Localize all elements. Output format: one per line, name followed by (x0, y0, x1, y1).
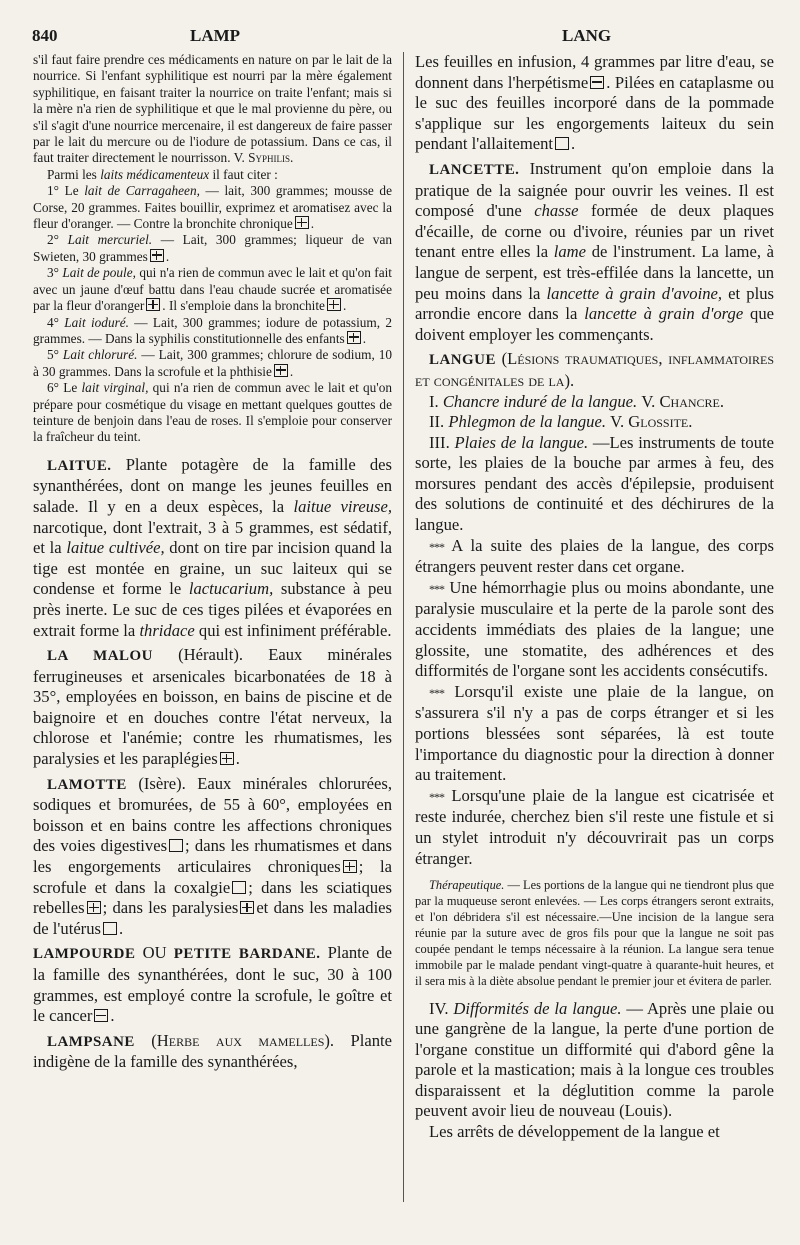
paragraph: s'il faut faire prendre ces médicaments en nature on par le lait de la nourrice. Si l'enfant syphilitique est nourri par la mère également syphilitique, en faisant traiter la nourrice on traite l'enfant; mais si la mère n'a rien de syphilitique et que le mal provienne du père, ou s'il s'agit d'une nourrice mercenaire, il est dangereux de faire passer par le lait du mercure ou de l'iodure de potassium. Dans ce cas, il faut traiter directement le nourrisson. V. Syphilis. (33, 52, 392, 166)
paragraph: *** Une hémorrhagie plus ou moins abondante, une paralysie musculaire et la perte de la parole sont des accidents immédiats des plaies de la langue; une glossite, une stomatite, des adhérences et des difformités de l'organe sont les accidents consécutifs. (415, 577, 774, 681)
asterism-icon: *** (429, 539, 444, 554)
entry-laitue: LAITUE. Plante potagère de la famille des synanthérées, dont on mange les jeunes feuilles en salade. Il y en a deux espèces, la laitue vireuse, narcotique, dont l'extrait, 3 à 5 grammes, est sédatif, et la laitue cultivée, dont on tire par incision quand la tige est montée en graine, un suc laiteux qui se condense et forme le lactucarium, substance à peu près inerte. Le suc de ces tiges pilées et évaporées en extrait forme la thridace qui est infiniment préférable. (33, 454, 392, 640)
column-divider (403, 52, 404, 1202)
empty-box-icon (232, 881, 246, 894)
right-column (415, 52, 774, 1143)
plus-box-icon (240, 901, 254, 914)
empty-box-icon (169, 839, 183, 852)
plus-box-icon (146, 298, 160, 311)
entry-headword: LAMPSANE (47, 1033, 135, 1050)
cross-reference: V. Chancre. (641, 391, 725, 411)
entry-la-malou: LA MALOU (Hérault). Eaux minérales ferrugineuses et arsenicales bicarbonatées de 18 à 35°, employées en boisson, en bains de piscine et de baignoire et en douches contre l'état nerveux, la chlorose et l'anémie; contre les rhumatismes, les paralysies et les paraplégies . (33, 645, 392, 769)
entry-headword: LAMPOURDE (33, 946, 136, 963)
subsection-ii: II. Phlegmon de la langue. V. Glossite. (429, 412, 693, 432)
list-item: 1° Le lait de Carragaheen, — lait, 300 grammes; mousse de Corse, 20 grammes. Faites bouillir, exprimez et aromatisez avec la fleur d'oranger. — Contre la bronchite chronique . (33, 183, 392, 232)
lait-section (33, 52, 392, 446)
list-item: 6° Le lait virginal, qui n'a rien de commun avec le lait et qu'on prépare pour cosmétique du visage en mettant quelques gouttes de teinture de benjoin dans l'eau de roses. Il s'emploie pour conserver la fraîcheur du teint. (33, 380, 392, 445)
paragraph: Parmi les laits médicamenteux il faut citer : (47, 166, 278, 182)
asterism-icon: *** (429, 581, 444, 596)
paragraph: Thérapeutique. — Les portions de la langue qui ne tiendront plus que par la muqueuse seront enlevées. — Les corps étrangers seront extraits, et l'on débridera s'il est nécessaire.—Une incision de la langue sera réunie par la suture avec de gros fils pour que la langue ne soit pas coupée pendant le temps nécessaire à la réunion. La langue sera tenue immobile par le malade pendant vingt-quatre à quarante-huit heures, et il sera mis à la diète absolue pendant le premier jour et évitera de parler. (415, 878, 774, 988)
asterism-icon: *** (429, 789, 444, 804)
page-number: 840 (32, 26, 58, 45)
paragraph: *** Lorsqu'il existe une plaie de la langue, on s'assurera s'il n'y a pas de corps étranger et si les portions blessées sont séparées, là est toute l'importance du diagnostic pour la direction à donner au traitement. (415, 681, 774, 785)
asterism-icon: *** (429, 685, 444, 700)
entry-headword: LANGUE (429, 352, 496, 369)
entries-large-right (415, 52, 774, 869)
minus-box-icon (94, 1009, 108, 1022)
paragraph: *** Lorsqu'une plaie de la langue est cicatrisée et reste indurée, cherchez bien s'il reste une fistule et si un stylet introduit n'y découvrirait pas un corps étranger. (415, 785, 774, 868)
list-item: 5° Lait chloruré. — Lait, 300 grammes; chlorure de sodium, 10 à 30 grammes. Dans la scrofule et la phthisie . (33, 347, 393, 379)
cross-reference: V. Glossite. (610, 412, 693, 432)
paragraph: *** A la suite des plaies de la langue, des corps étrangers peuvent rester dans cet organe. (415, 535, 774, 577)
plus-box-icon (220, 752, 234, 765)
plus-box-icon (150, 249, 164, 262)
paragraph: Les arrêts de développement de la langue et (429, 1122, 720, 1142)
entry-lamotte: LAMOTTE (Isère). Eaux minérales chlorurées, sodiques et bromurées, de 55 à 60°, employées en boisson et en bains contre les affections chroniques des voies digestives ; dans les rhumatismes et dans les engorgements articulaires chroniques ; la scrofule et dans la coxalgie ; dans les sciatiques rebelles ; dans les paralysies et dans les maladies de l'utérus . (33, 773, 392, 938)
plus-box-icon (347, 331, 361, 344)
entry-headword: LA MALOU (47, 648, 153, 665)
entry-headword: LAMOTTE (47, 776, 127, 793)
subsection-i: I. Chancre induré de la langue. V. Chancre. (429, 391, 725, 411)
right-running-head: LANG (562, 26, 612, 45)
therapeutique-block (415, 878, 774, 989)
entries-large-right-bottom (415, 999, 774, 1143)
entries-large (33, 455, 392, 1073)
plus-box-icon (274, 364, 288, 377)
list-item: 2° Lait mercuriel. — Lait, 300 grammes; liqueur de van Swieten, 30 grammes . (33, 232, 393, 264)
empty-box-icon (103, 922, 117, 935)
entry-lancette: LANCETTE. Instrument qu'on emploie dans la pratique de la saignée pour ouvrir les veines. Il est composé d'une chasse formée de deux plaques d'écaille, de corne ou d'ivoire, réunies par un rivet tenant entre elles la lame de l'instrument. La lame, à langue de serpent, est très-effilée dans la lancette, un peu moins dans la lancette à grain d'avoine, et plus arrondie encore dans la lancette à grain d'orge que doivent employer les commençants. (415, 158, 775, 344)
cross-reference: Syphilis. (248, 150, 294, 166)
entry-langue: LANGUE (Lésions traumatiques, inflammatoires et congénitales de la). (415, 349, 774, 390)
plus-box-icon (295, 216, 309, 229)
entry-headword: PETITE BARDANE. (173, 946, 321, 963)
list-item: 3° Lait de poule, qui n'a rien de commun avec le lait et qu'on fait avec un jaune d'œuf battu dans l'eau chaude sucrée et aromatisée par la fleur d'oranger . Il s'emploie dans la bronchite . (33, 265, 392, 314)
entry-headword: LAITUE. (47, 457, 112, 474)
running-header (30, 26, 770, 52)
list-item: 4° Lait ioduré. — Lait, 300 grammes; iodure de potassium, 2 grammes. — Dans la syphilis constitutionnelle des enfants . (33, 314, 393, 346)
minus-box-icon (590, 76, 604, 89)
entry-lampsane: LAMPSANE (Herbe aux mamelles). Plante indigène de la famille des synanthérées, (33, 1030, 392, 1072)
paragraph: Les feuilles en infusion, 4 grammes par litre d'eau, se donnent dans l'herpétisme . Pilées en cataplasme ou le suc des feuilles incorporé dans de la pommade s'applique sur les engorgements laiteux du sein pendant l'allaitement . (415, 52, 775, 154)
entry-headword: LANCETTE. (429, 161, 520, 178)
plus-box-icon (87, 901, 101, 914)
empty-box-icon (555, 137, 569, 150)
entry-lampourde: LAMPOURDE OU PETITE BARDANE. Plante de la famille des synanthérées, dont le suc, 30 à 100 grammes, est employé contre la scrofule, le goître et le cancer . (33, 943, 393, 1026)
plus-box-icon (343, 860, 357, 873)
subsection-iv: IV. Difformités de la langue. — Après une plaie ou une gangrène de la langue, la perte d'une portion de l'organe constitue un difformité qui d'abord gêne la parole et la mastication; mais à la longue ces troubles disparaissent et la déglutition comme la parole peuvent avoir lieu de nouveau (Louis). (415, 998, 774, 1121)
plus-box-icon (327, 298, 341, 311)
left-running-head: LAMP (190, 26, 241, 45)
left-column (33, 52, 392, 1073)
subsection-iii: III. Plaies de la langue. —Les instruments de toute sorte, les plaies de la bouche par armes à feu, des morsures pendant des accès d'épilepsie, produisent des solutions de continuité et des déchirures de la langue. (415, 432, 774, 535)
